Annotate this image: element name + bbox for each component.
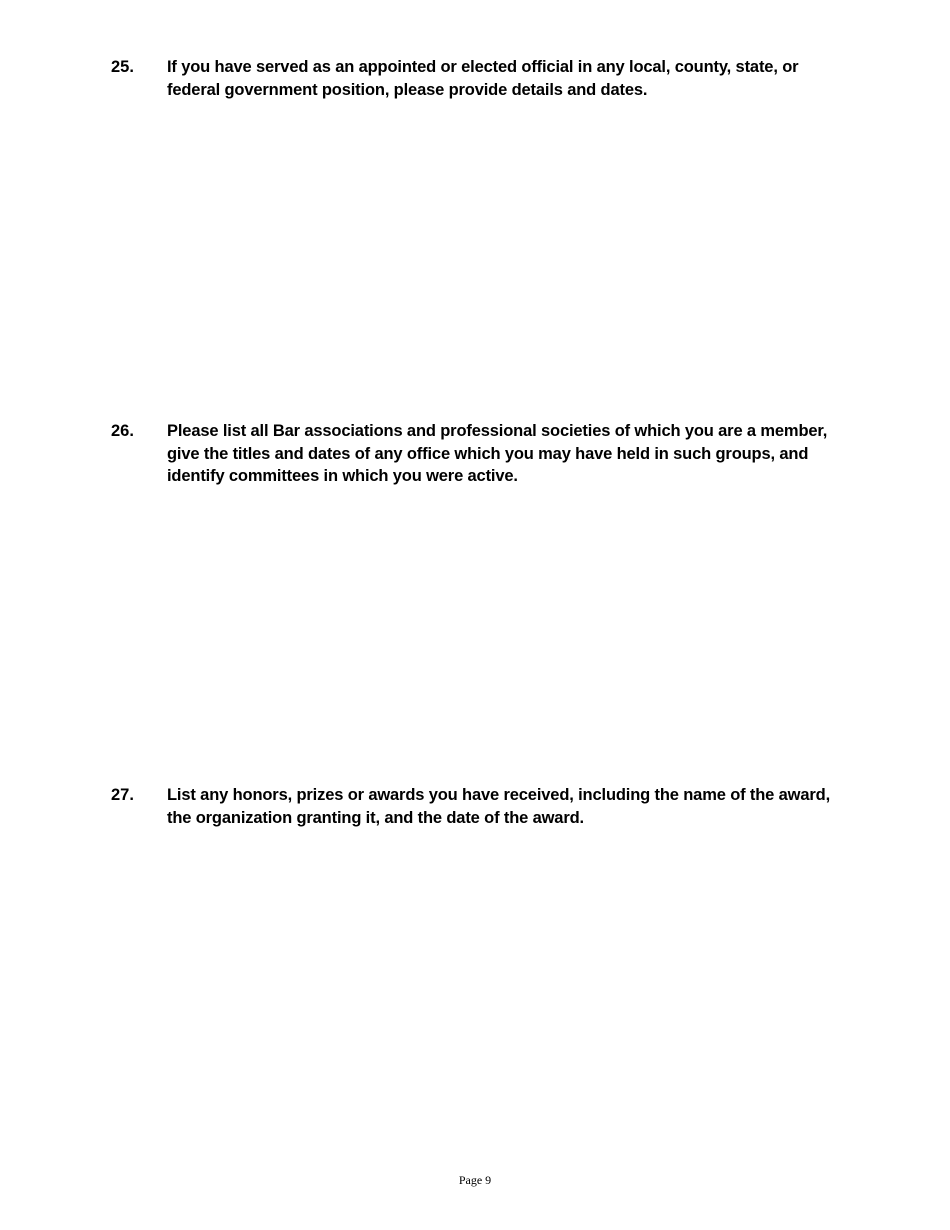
question-text-line: federal government position, please provide details and dates. [167, 80, 648, 99]
question-number: 25. [111, 58, 134, 76]
page-number: Page 9 [458, 1173, 492, 1187]
question-text-line: List any honors, prizes or awards you have received, including the name of the award, [167, 786, 831, 804]
question-text [167, 420, 851, 488]
question-number: 27. [111, 786, 134, 804]
question-number: 26. [111, 422, 134, 440]
question-text [167, 784, 851, 829]
question-text-line: identify committees in which you were active. [167, 467, 518, 485]
question-text-line: give the titles and dates of any office which you may have held in such groups, and [167, 444, 809, 463]
question-27 [111, 784, 851, 829]
question-text-line: If you have served as an appointed or elected official in any local, county, state, or [167, 58, 799, 76]
question-text [167, 56, 851, 101]
question-26 [111, 420, 851, 488]
question-25 [111, 56, 851, 101]
question-text-line: the organization granting it, and the date of the award. [167, 808, 584, 827]
question-text-line: Please list all Bar associations and professional societies of which you are a member, [167, 422, 828, 440]
